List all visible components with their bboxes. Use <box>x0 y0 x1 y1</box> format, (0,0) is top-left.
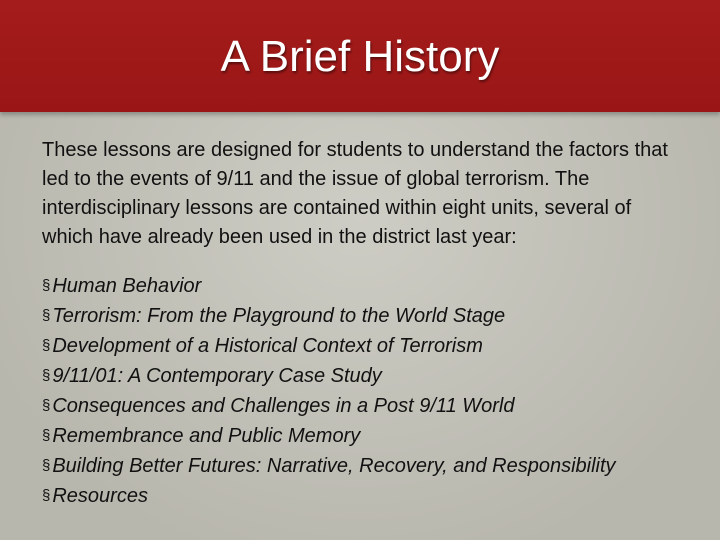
unit-item <box>42 302 682 332</box>
bullet-icon: § <box>42 427 51 444</box>
unit-label: Remembrance and Public Memory <box>52 425 361 447</box>
unit-label: Development of a Historical Context of Terrorism <box>52 335 483 357</box>
bullet-icon: § <box>42 367 51 384</box>
slide-title: A Brief History <box>220 32 500 81</box>
slide-body <box>42 136 682 512</box>
unit-label: Resources <box>52 485 148 507</box>
bullet-icon: § <box>42 487 51 504</box>
unit-list <box>42 272 682 512</box>
unit-label: Building Better Futures: Narrative, Recovery, and Responsibility <box>52 455 616 477</box>
unit-item <box>42 452 682 482</box>
unit-label: Terrorism: From the Playground to the World Stage <box>52 305 506 327</box>
unit-item <box>42 482 682 512</box>
unit-item <box>42 272 682 302</box>
unit-label: Consequences and Challenges in a Post 9/11 World <box>52 395 515 417</box>
unit-label: Human Behavior <box>52 275 202 297</box>
bullet-icon: § <box>42 277 51 294</box>
bullet-icon: § <box>42 397 51 414</box>
unit-item <box>42 362 682 392</box>
bullet-icon: § <box>42 457 51 474</box>
bullet-icon: § <box>42 337 51 354</box>
unit-label: 9/11/01: A Contemporary Case Study <box>52 365 382 387</box>
unit-item <box>42 422 682 452</box>
unit-item <box>42 332 682 362</box>
title-bar <box>0 0 720 112</box>
bullet-icon: § <box>42 307 51 324</box>
intro-paragraph: These lessons are designed for students to understand the factors that led to the events of 9/11 and the issue of global terrorism. The interdisciplinary lessons are contained within eight units, several of which have already been used in the district last year: <box>42 139 668 248</box>
unit-item <box>42 392 682 422</box>
